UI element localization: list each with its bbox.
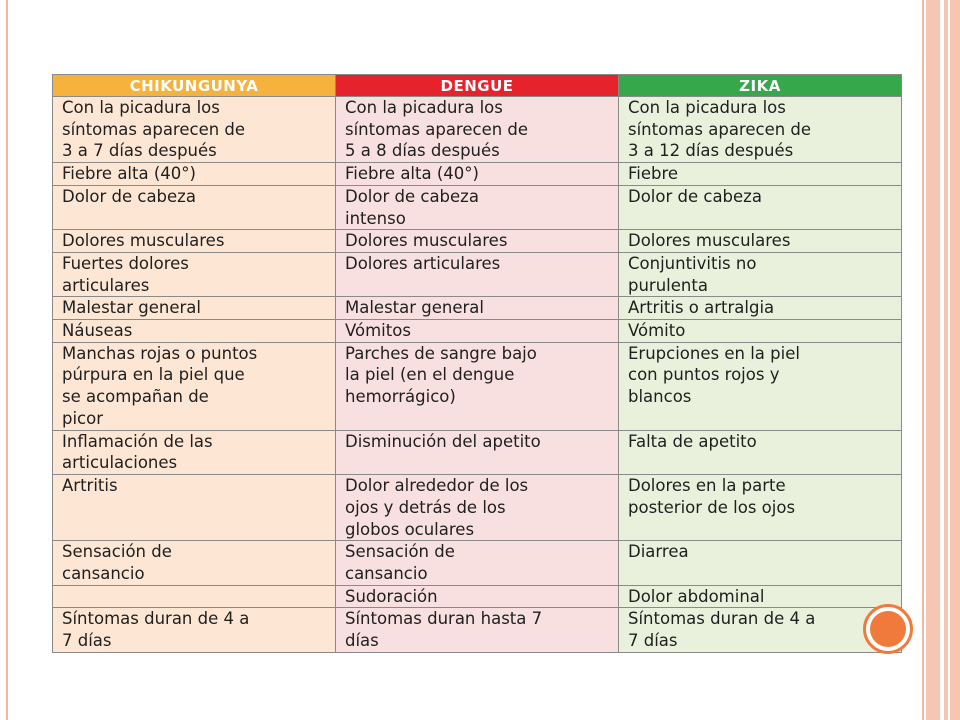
table-row: [53, 97, 902, 163]
cell-chikungunya: Inflamación de las articulaciones: [53, 430, 336, 474]
cell-dengue: Fiebre alta (40°): [336, 163, 619, 186]
cell-zika: Síntomas duran de 4 a 7 días: [619, 608, 902, 652]
table-row: [53, 297, 902, 320]
cell-zika: Fiebre: [619, 163, 902, 186]
symptom-comparison-table: [52, 74, 902, 653]
cell-chikungunya: Dolores musculares: [53, 230, 336, 253]
cell-dengue: Sensación de cansancio: [336, 541, 619, 585]
cell-dengue: Disminución del apetito: [336, 430, 619, 474]
cell-dengue: Dolor alrededor de los ojos y detrás de los globos oculares: [336, 475, 619, 541]
cell-chikungunya: Fuertes dolores articulares: [53, 252, 336, 296]
orange-circle-icon: [863, 604, 913, 654]
table-row: [53, 320, 902, 343]
table-row: [53, 185, 902, 229]
table-row: [53, 585, 902, 608]
cell-dengue: Parches de sangre bajo la piel (en el dengue hemorrágico): [336, 342, 619, 430]
table-row: [53, 163, 902, 186]
side-band-stripe: [940, 0, 944, 720]
side-band-stripe-thin: [948, 0, 950, 720]
cell-zika: Dolores musculares: [619, 230, 902, 253]
cell-dengue: Dolor de cabeza intenso: [336, 185, 619, 229]
table-body: [53, 97, 902, 653]
cell-chikungunya: [53, 585, 336, 608]
cell-chikungunya: Sensación de cansancio: [53, 541, 336, 585]
cell-chikungunya: Malestar general: [53, 297, 336, 320]
cell-zika: Dolor abdominal: [619, 585, 902, 608]
cell-zika: Erupciones en la piel con puntos rojos y blancos: [619, 342, 902, 430]
cell-chikungunya: Náuseas: [53, 320, 336, 343]
cell-zika: Falta de apetito: [619, 430, 902, 474]
cell-chikungunya: Manchas rojas o puntos púrpura en la piel que se acompañan de picor: [53, 342, 336, 430]
cell-dengue: Síntomas duran hasta 7 días: [336, 608, 619, 652]
table-header-row: [53, 75, 902, 97]
cell-zika: Dolor de cabeza: [619, 185, 902, 229]
header-dengue: DENGUE: [336, 75, 619, 97]
header-chikungunya: CHIKUNGUNYA: [53, 75, 336, 97]
cell-chikungunya: Síntomas duran de 4 a 7 días: [53, 608, 336, 652]
cell-zika: Con la picadura los síntomas aparecen de 3 a 12 días después: [619, 97, 902, 163]
cell-chikungunya: Artritis: [53, 475, 336, 541]
cell-dengue: Con la picadura los síntomas aparecen de 5 a 8 días después: [336, 97, 619, 163]
cell-dengue: Dolores articulares: [336, 252, 619, 296]
orange-circle-fill: [870, 611, 906, 647]
table-row: [53, 430, 902, 474]
cell-dengue: Vómitos: [336, 320, 619, 343]
cell-zika: Conjuntivitis no purulenta: [619, 252, 902, 296]
header-zika: ZIKA: [619, 75, 902, 97]
table-row: [53, 342, 902, 430]
table-row: [53, 541, 902, 585]
table-row: [53, 475, 902, 541]
cell-dengue: Sudoración: [336, 585, 619, 608]
cell-chikungunya: Dolor de cabeza: [53, 185, 336, 229]
table-row: [53, 252, 902, 296]
cell-chikungunya: Con la picadura los síntomas aparecen de 3 a 7 días después: [53, 97, 336, 163]
cell-zika: Vómito: [619, 320, 902, 343]
cell-zika: Diarrea: [619, 541, 902, 585]
cell-zika: Dolores en la parte posterior de los ojos: [619, 475, 902, 541]
cell-dengue: Dolores musculares: [336, 230, 619, 253]
cell-dengue: Malestar general: [336, 297, 619, 320]
cell-chikungunya: Fiebre alta (40°): [53, 163, 336, 186]
table-row: [53, 230, 902, 253]
cell-zika: Artritis o artralgia: [619, 297, 902, 320]
table-row: [53, 608, 902, 652]
